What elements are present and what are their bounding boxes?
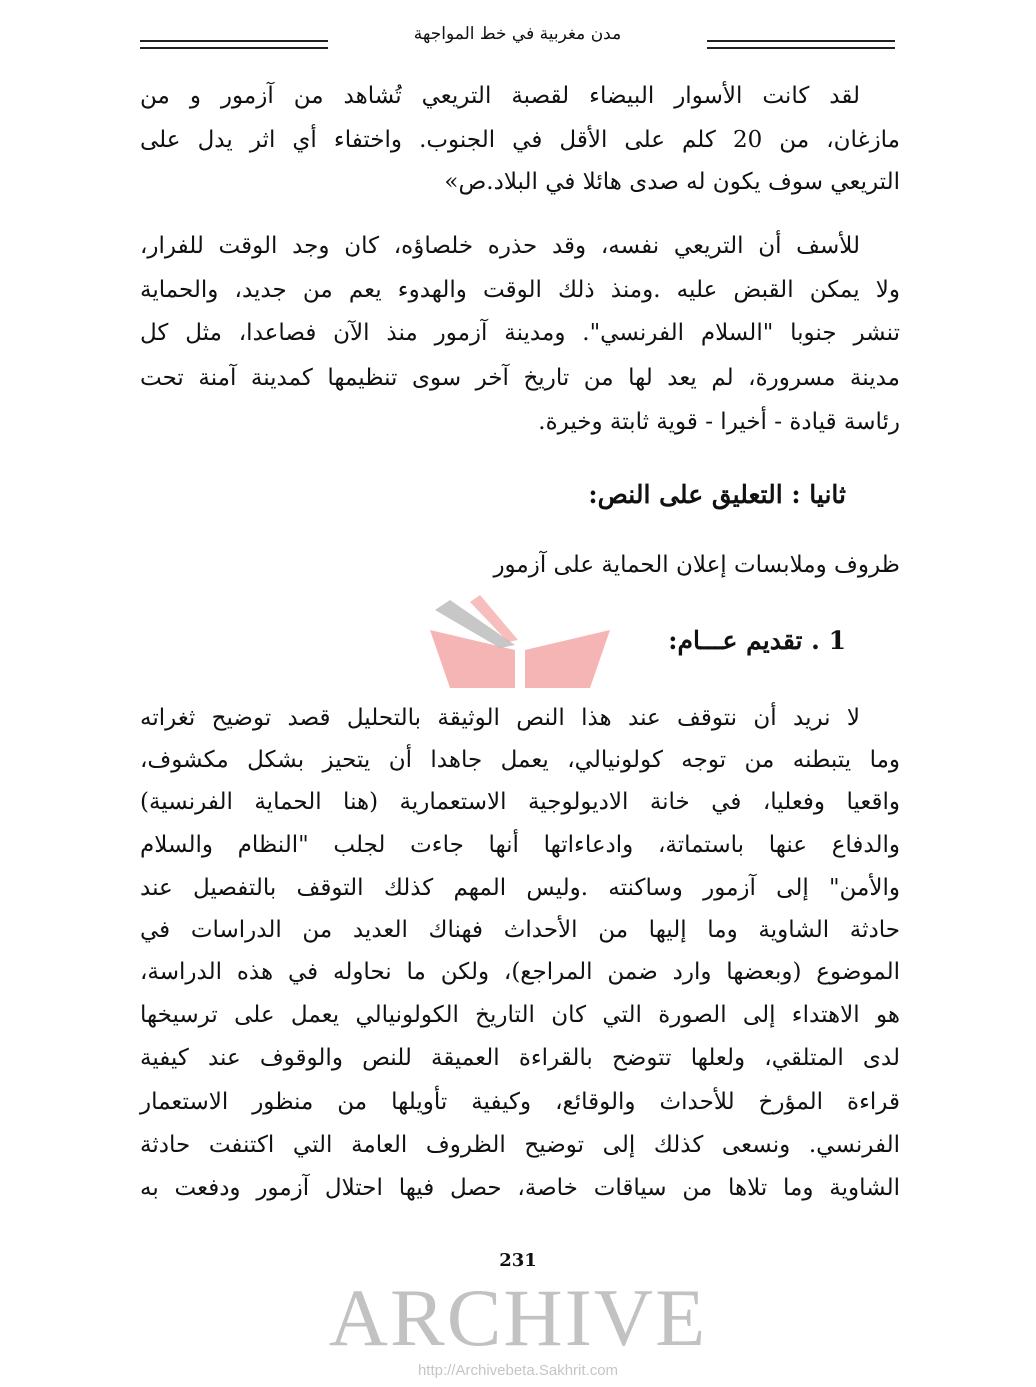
text-line: وما يتبطنه من توجه كولونيالي، يعمل جاهدا أن يتحيز بشكل مكشوف، <box>140 747 900 773</box>
text-line: الشاوية وما تلاها من سياقات خاصة، حصل فيها احتلال آزمور ودفعت به <box>140 1175 900 1201</box>
section-heading: ثانيا : التعليق على النص: <box>588 480 846 509</box>
header-rule-right <box>707 40 895 49</box>
text-line: مدينة مسرورة، لم يعد لها من تاريخ آخر سوى تنظيمها كمدينة آمنة تحت <box>140 365 900 391</box>
text-line: الفرنسي. ونسعى كذلك إلى توضيح الظروف العامة التي اكتنفت حادثة <box>140 1132 900 1158</box>
text-line: والدفاع عنها باستماتة، وادعاءاتها أنها جاءت لجلب "النظام والسلام <box>140 832 900 858</box>
page-number: 231 <box>499 1250 537 1271</box>
text-line: لا نريد أن نتوقف عند هذا النص الوثيقة بالتحليل قصد توضيح ثغراته <box>140 705 860 731</box>
text-line: لدى المتلقي، ولعلها تتوضح بالقراءة العميقة للنص والوقوف عند كيفية <box>140 1045 900 1071</box>
text-line: حادثة الشاوية وما إليها من الأحداث فهناك العديد من الدراسات في <box>140 917 900 943</box>
running-header <box>140 24 895 54</box>
text-line: رئاسة قيادة - أخيرا - قوية ثابتة وخيرة. <box>538 409 900 435</box>
text-line: واقعيا وفعليا، في خانة الاديولوجية الاستعمارية (هنا الحماية الفرنسية) <box>140 789 900 815</box>
text-line: قراءة المؤرخ للأحداث والوقائع، وكيفية تأويلها من منظور الاستعمار <box>140 1089 900 1115</box>
watermark-text: ARCHIVE <box>328 1272 708 1363</box>
text-line: والأمن" إلى آزمور وساكنته .وليس المهم كذلك التوقف بالتفصيل عند <box>140 875 900 901</box>
watermark-url: http://Archivebeta.Sakhrit.com <box>417 1362 619 1379</box>
text-line: التريعي سوف يكون له صدى هائلا في البلاد.ص» <box>444 169 900 195</box>
subsection-heading: 1 . تقديم عـــام: <box>668 626 846 655</box>
open-book-icon <box>340 590 700 690</box>
section-subtitle: ظروف وملابسات إعلان الحماية على آزمور <box>493 552 900 578</box>
text-line: مازغان، من 20 كلم على الأقل في الجنوب. واختفاء أي اثر يدل على <box>140 127 900 153</box>
text-line: الموضوع (وبعضها وارد ضمن المراجع)، ولكن ما نحاوله في هذه الدراسة، <box>140 959 900 985</box>
text-line: تنشر جنوبا "السلام الفرنسي". ومدينة آزمور منذ الآن فصاعدا، مثل كل <box>140 320 900 346</box>
text-line: لقد كانت الأسوار البيضاء لقصبة التريعي تُشاهد من آزمور و من <box>140 83 860 109</box>
text-line: ولا يمكن القبض عليه .ومنذ ذلك الوقت والهدوء يعم من جديد، والحماية <box>140 277 900 303</box>
text-line: هو الاهتداء إلى الصورة التي كان التاريخ الكولونيالي يعمل على ترسيخها <box>140 1002 900 1028</box>
running-title: مدن مغربية في خط المواجهة <box>413 24 622 44</box>
archive-watermark-book <box>340 590 700 690</box>
text-line: للأسف أن التريعي نفسه، وقد حذره خلصاؤه، كان وجد الوقت للفرار، <box>140 233 860 259</box>
